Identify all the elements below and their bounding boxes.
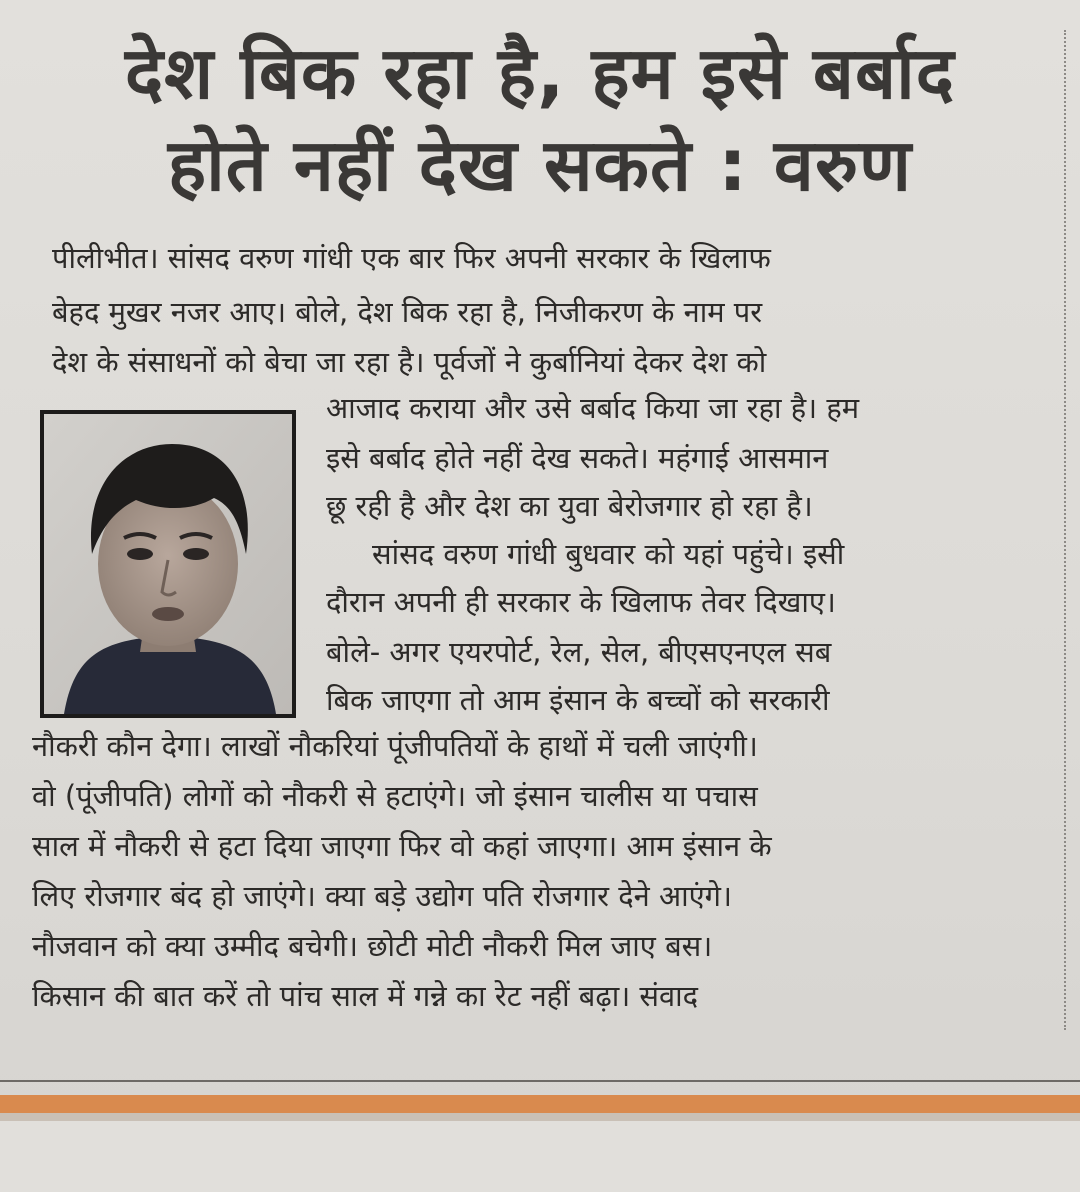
accent-bar bbox=[0, 1095, 1080, 1113]
body-line: सांसद वरुण गांधी बुधवार को यहां पहुंचे। इसी bbox=[372, 537, 845, 571]
lower-page-area bbox=[0, 1121, 1080, 1192]
body-line: पीलीभीत। सांसद वरुण गांधी एक बार फिर अपनी सरकार के खिलाफ bbox=[52, 241, 771, 275]
person-portrait-image bbox=[44, 414, 292, 714]
body-line: नौकरी कौन देगा। लाखों नौकरियां पूंजीपतियों के हाथों में चली जाएंगी। bbox=[32, 729, 758, 763]
headline-line-2: होते नहीं देख सकते : वरुण bbox=[167, 123, 913, 207]
body-line: नौजवान को क्या उम्मीद बचेगी। छोटी मोटी नौकरी मिल जाए बस। bbox=[32, 929, 713, 963]
body-line: आजाद कराया और उसे बर्बाद किया जा रहा है। हम bbox=[326, 391, 860, 425]
body-line: बोले- अगर एयरपोर्ट, रेल, सेल, बीएसएनएल सब bbox=[326, 635, 832, 669]
body-line: बेहद मुखर नजर आए। बोले, देश बिक रहा है, निजीकरण के नाम पर bbox=[52, 295, 763, 329]
portrait-photo bbox=[40, 410, 296, 718]
body-line: देश के संसाधनों को बेचा जा रहा है। पूर्वजों ने कुर्बानियां देकर देश को bbox=[52, 345, 767, 379]
body-line: वो (पूंजीपति) लोगों को नौकरी से हटाएंगे। जो इंसान चालीस या पचास bbox=[32, 779, 758, 813]
body-line: किसान की बात करें तो पांच साल में गन्ने का रेट नहीं बढ़ा। संवाद bbox=[32, 979, 699, 1013]
divider-band bbox=[0, 1113, 1080, 1121]
body-line: साल में नौकरी से हटा दिया जाएगा फिर वो कहां जाएगा। आम इंसान के bbox=[32, 829, 772, 863]
body-line: लिए रोजगार बंद हो जाएंगे। क्या बड़े उद्योग पति रोजगार देने आएंगे। bbox=[32, 879, 732, 913]
body-line: इसे बर्बाद होते नहीं देख सकते। महंगाई आसमान bbox=[326, 441, 829, 475]
body-line: दौरान अपनी ही सरकार के खिलाफ तेवर दिखाए। bbox=[326, 585, 836, 619]
body-line: छू रही है और देश का युवा बेरोजगार हो रहा है। bbox=[326, 489, 813, 523]
divider-rule bbox=[0, 1080, 1080, 1082]
body-line: बिक जाएगा तो आम इंसान के बच्चों को सरकारी bbox=[326, 683, 830, 717]
headline-line-1: देश बिक रहा है, हम इसे बर्बाद bbox=[125, 31, 955, 115]
